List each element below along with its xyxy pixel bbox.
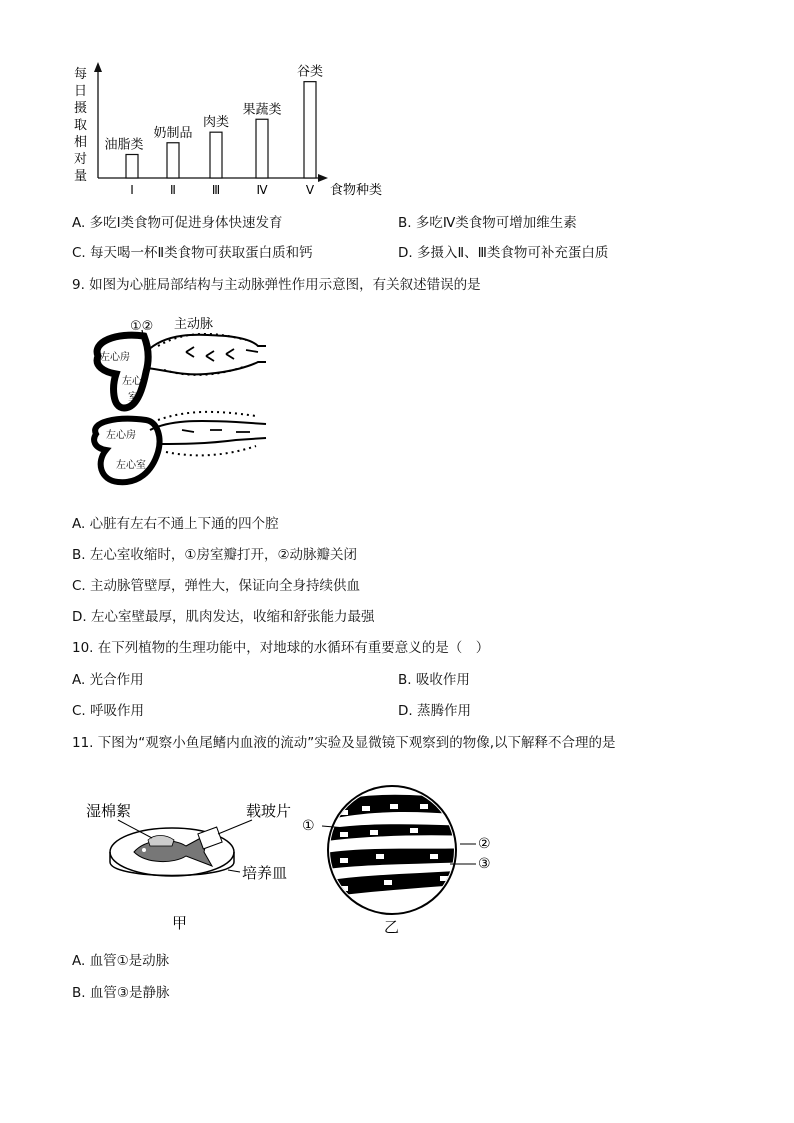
q8-option-a: A. 多吃Ⅰ类食物可促进身体快速发育 xyxy=(72,215,283,231)
left-ventricle-label-2: 左心室 xyxy=(116,460,146,471)
slide-label: 载玻片 xyxy=(246,802,292,820)
y-label-char: 相 xyxy=(74,135,88,150)
bottom-aorta-dotted-wall xyxy=(158,412,256,455)
y-label-char: 日 xyxy=(74,84,88,99)
x-tick-2: Ⅱ xyxy=(170,183,176,197)
q11-option-a: A. 血管①是动脉 xyxy=(72,953,170,969)
x-axis-label: 食物种类 xyxy=(330,183,383,198)
fish-eye xyxy=(142,848,146,852)
q10-option-a: A. 光合作用 xyxy=(72,672,144,688)
x-tick-5: Ⅴ xyxy=(305,183,315,197)
microscope-view-figure xyxy=(300,770,500,940)
caption-jia: 甲 xyxy=(172,914,188,932)
caption-yi: 乙 xyxy=(384,918,400,936)
slide-pointer xyxy=(218,820,252,834)
food-intake-bar-chart xyxy=(70,60,400,200)
dish-pointer xyxy=(228,870,240,872)
y-label-char: 摄 xyxy=(74,101,88,116)
q10-option-c: C. 呼吸作用 xyxy=(72,703,145,719)
marker-3: ③ xyxy=(478,856,491,872)
bar-label-3: 肉类 xyxy=(203,115,230,131)
y-axis-label xyxy=(74,67,87,184)
q8-option-d: D. 多摄入Ⅱ、Ⅲ类食物可补充蛋白质 xyxy=(398,245,609,261)
bar-label-5: 谷类 xyxy=(297,64,324,80)
wet-cotton-label: 湿棉絮 xyxy=(86,802,132,820)
y-label-char: 量 xyxy=(74,169,88,184)
q8-option-c: C. 每天喝一杯Ⅱ类食物可获取蛋白质和钙 xyxy=(72,245,313,261)
bar-label-2: 奶制品 xyxy=(153,125,193,141)
q10-option-d: D. 蒸腾作用 xyxy=(398,703,471,719)
bottom-heart-outline xyxy=(94,419,159,482)
aorta-label: 主动脉 xyxy=(174,317,214,332)
q9-option-b: B. 左心室收缩时，①房室瓣打开，②动脉瓣关闭 xyxy=(72,547,358,563)
marker-1: ① xyxy=(302,818,315,834)
valve-markers: ①② xyxy=(130,319,154,334)
top-aorta xyxy=(146,335,266,375)
bar-1 xyxy=(126,155,138,179)
wet-cotton xyxy=(148,836,174,847)
cotton-pointer xyxy=(118,820,152,838)
bar-4 xyxy=(256,119,268,178)
y-label-char: 取 xyxy=(74,118,88,133)
y-label-char: 每 xyxy=(74,67,88,82)
x-tick-3: Ⅲ xyxy=(211,183,221,197)
marker-2: ② xyxy=(478,836,491,852)
x-tick-1: Ⅰ xyxy=(130,183,134,197)
q9-stem: 9. 如图为心脏局部结构与主动脉弹性作用示意图，有关叙述错误的是 xyxy=(72,277,481,293)
q11-stem: 11. 下图为“观察小鱼尾鳍内血液的流动”实验及显微镜下观察到的物像,以下解释不合理的是 xyxy=(72,735,616,751)
q11-option-b: B. 血管③是静脉 xyxy=(72,985,170,1001)
bar-2 xyxy=(167,143,179,178)
bar-3 xyxy=(210,132,222,178)
left-ventricle-label-b: 室 xyxy=(128,392,138,403)
left-ventricle-label-a: 左心 xyxy=(122,376,142,387)
x-tick-4: Ⅳ xyxy=(256,183,268,197)
bar-5 xyxy=(304,82,316,178)
bar-label-4: 果蔬类 xyxy=(242,102,282,118)
q10-stem: 10. 在下列植物的生理功能中，对地球的水循环有重要意义的是（ ） xyxy=(72,640,490,656)
heart-aorta-diagram xyxy=(86,312,276,502)
top-heart-outline xyxy=(97,335,148,408)
left-atrium-label-2: 左心房 xyxy=(106,430,136,441)
dish-label: 培养皿 xyxy=(242,864,288,882)
q9-option-c: C. 主动脉管壁厚，弹性大，保证向全身持续供血 xyxy=(72,578,361,594)
top-flow-arrows xyxy=(186,347,258,361)
x-axis-arrow xyxy=(318,174,328,182)
y-axis-arrow xyxy=(94,62,102,72)
q9-option-d: D. 左心室壁最厚，肌肉发达，收缩和舒张能力最强 xyxy=(72,609,375,625)
bottom-flow-arrows xyxy=(182,430,250,432)
top-aorta-dotted-wall xyxy=(158,334,246,375)
y-label-char: 对 xyxy=(74,152,88,167)
left-atrium-label: 左心房 xyxy=(100,352,130,363)
bar-label-1: 油脂类 xyxy=(104,137,144,153)
q10-option-b: B. 吸收作用 xyxy=(398,672,470,688)
fish-petri-dish-figure xyxy=(82,790,302,940)
q9-option-a: A. 心脏有左右不通上下通的四个腔 xyxy=(72,516,279,532)
q8-option-b: B. 多吃Ⅳ类食物可增加维生素 xyxy=(398,215,577,231)
